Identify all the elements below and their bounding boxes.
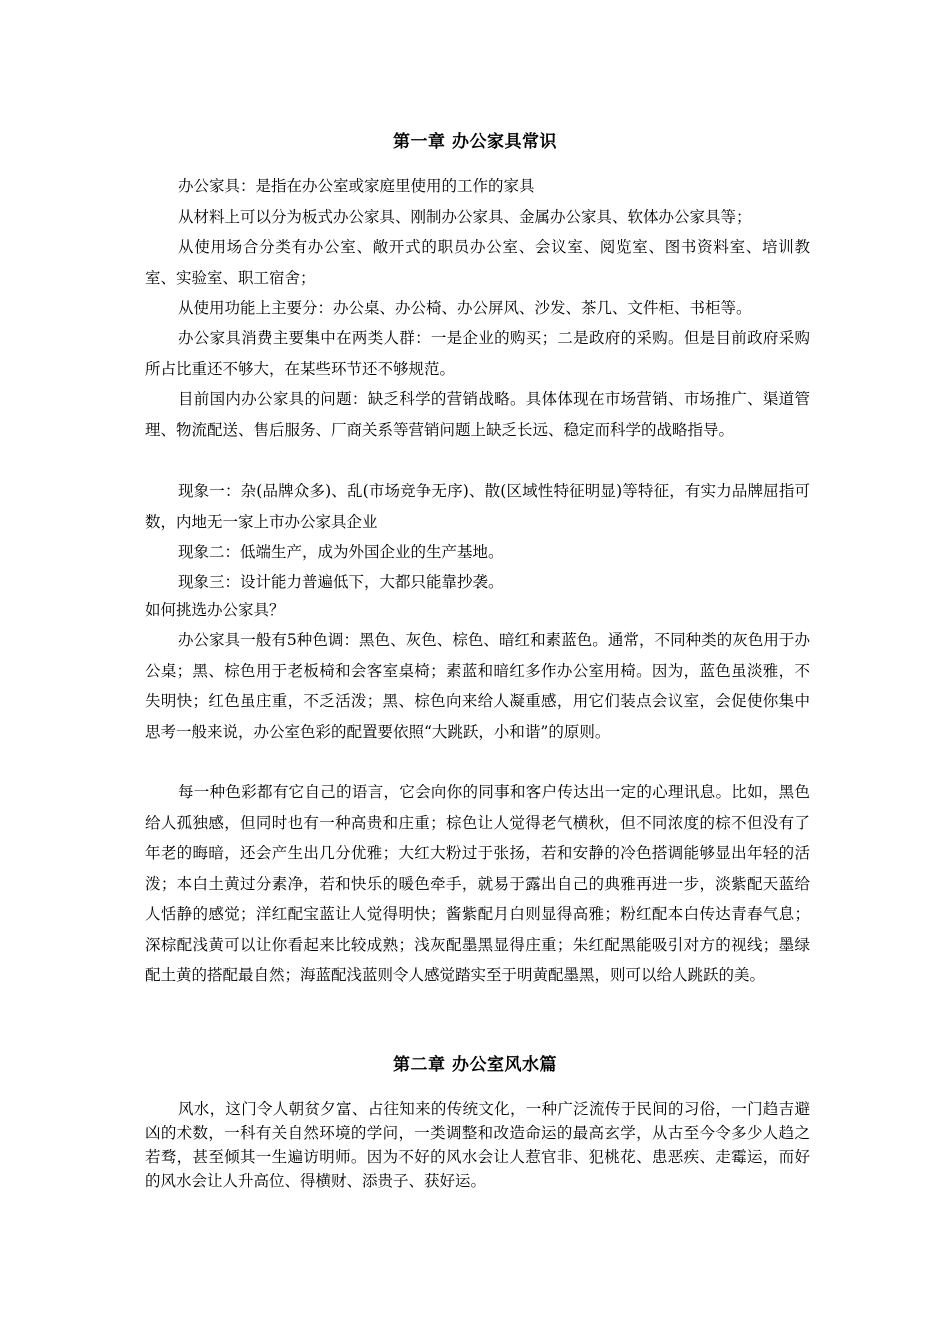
paragraph-phenomenon-2: 现象二：低端生产，成为外国企业的生产基地。 <box>178 543 504 561</box>
paragraph-consumers: 办公家具消费主要集中在两类人群：一是企业的购买；二是政府的采购。但是目前政府采购所占比重还不够大，在某些环节还不够规范。 <box>145 329 810 378</box>
chapter-2-title: 第二章 办公室风水篇 <box>393 1055 557 1075</box>
paragraph-color-language: 每一种色彩都有它自己的语言，它会向你的同事和客户传达出一定的心理讯息。比如，黑色给人孤独感，但同时也有一种高贵和庄重；棕色让人觉得老气横秋，但不同浓度的棕不但没有了年老的晦暗，还会产生出几分优雅；大红大粉过于张扬，若和安静的冷色搭调能够显出年轻的活泼；本白土黄过分素净，若和快乐的暖色牵手，就易于露出自己的典雅再进一步，淡紫配天蓝给人恬静的感觉；洋红配宝蓝让人觉得明快；酱紫配月白则显得高雅；粉红配本白传达青春气息；深棕配浅黄可以让你看起来比较成熟；浅灰配墨黑显得庄重；朱红配黑能吸引对方的视线；墨绿配土黄的搭配最自然；海蓝配浅蓝则令人感觉踏实至于明黄配墨黑，则可以给人跳跃的美。 <box>145 783 810 984</box>
paragraph-materials: 从材料上可以分为板式办公家具、刚制办公家具、金属办公家具、软体办公家具等； <box>178 208 752 226</box>
paragraph-definition: 办公家具：是指在办公室或家庭里使用的工作的家具 <box>178 177 535 195</box>
paragraph-phenomenon-1: 现象一：杂(品牌众多)、乱(市场竞争无序)、散(区域性特征明显)等特征，有实力品牌屈指可数，内地无一家上市办公家具企业 <box>145 482 810 531</box>
paragraph-functions: 从使用功能上主要分：办公桌、办公椅、办公屏风、沙发、茶几、文件柜、书柜等。 <box>178 299 752 317</box>
paragraph-colors: 办公家具一般有5种色调：黑色、灰色、棕色、暗红和素蓝色。通常，不同种类的灰色用于办公桌；黑、棕色用于老板椅和会客室桌椅；素蓝和暗红多作办公室用椅。因为，蓝色虽淡雅，不失明快；红色虽庄重，不乏活泼；黑、棕色向来给人凝重感，用它们装点会议室，会促使你集中思考一般来说，办公室色彩的配置要依照“大跳跃，小和谐”的原则。 <box>145 631 810 741</box>
chapter-1-title: 第一章 办公家具常识 <box>393 132 557 152</box>
heading-how-to-choose: 如何挑选办公家具？ <box>145 601 285 619</box>
paragraph-usage-places: 从使用场合分类有办公室、敞开式的职员办公室、会议室、阅览室、图书资料室、培训教室、实验室、职工宿舍； <box>145 238 810 287</box>
paragraph-problems: 目前国内办公家具的问题：缺乏科学的营销战略。具体体现在市场营销、市场推广、渠道管理、物流配送、售后服务、厂商关系等营销问题上缺乏长远、稳定而科学的战略指导。 <box>145 390 810 439</box>
paragraph-phenomenon-3: 现象三：设计能力普遍低下，大都只能靠抄袭。 <box>178 573 504 591</box>
paragraph-fengshui: 风水，这门令人朝贫夕富、占往知来的传统文化，一种广泛流传于民间的习俗，一门趋吉避凶的术数，一科有关自然环境的学问，一类调整和改造命运的最高玄学，从古至今令多少人趋之若骛，甚至倾其一生遍访明师。因为不好的风水会让人惹官非、犯桃花、患恶疾、走霉运，而好的风水会让人升高位、得横财、添贵子、获好运。 <box>145 1100 810 1190</box>
